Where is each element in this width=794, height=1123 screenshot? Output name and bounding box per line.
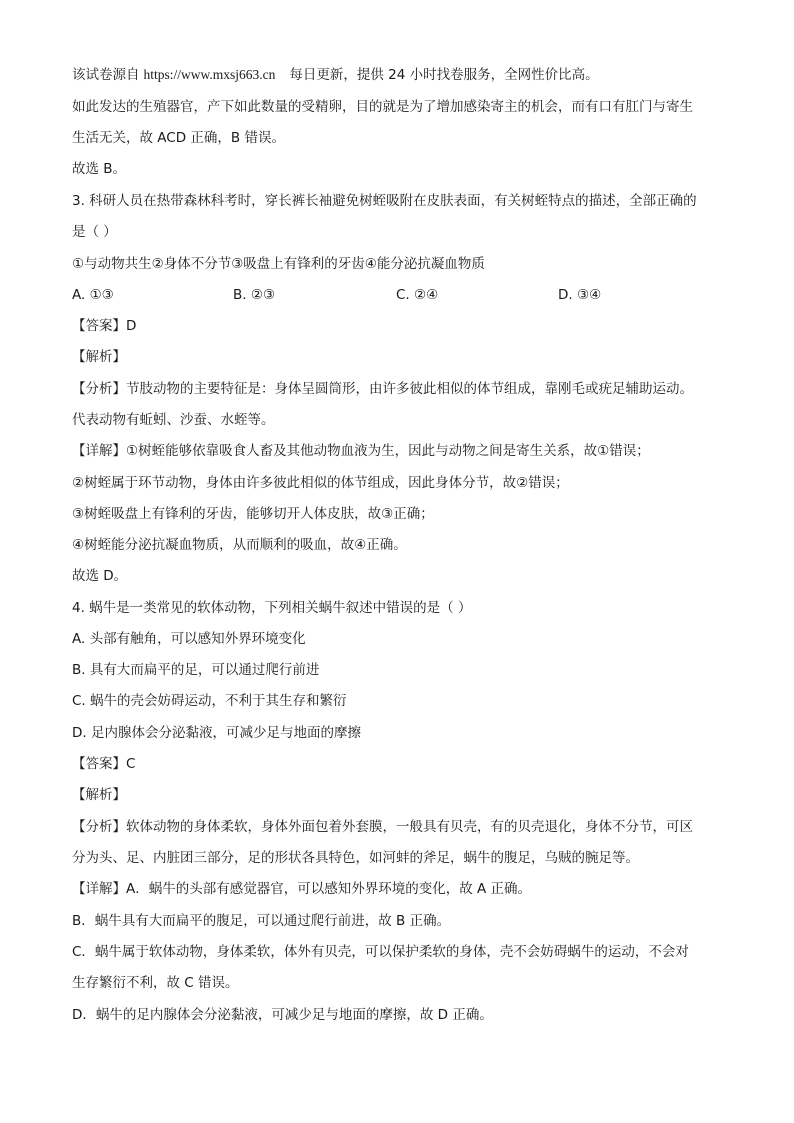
q3-items: ①与动物共生②身体不分节③吸盘上有锋利的牙齿④能分泌抗凝血物质 bbox=[72, 256, 485, 272]
q3-stem-line-1: 3. 科研人员在热带森林科考时，穿长裤长袖避免树蛭吸附在皮肤表面，有关树蛭特点的描述，全部正确的 bbox=[72, 193, 697, 209]
q4-option-b: B. 具有大而扁平的足，可以通过爬行前进 bbox=[72, 662, 320, 678]
q3-detail-line-2: ②树蛭属于环节动物，身体由许多彼此相似的体节组成，因此身体分节，故②错误； bbox=[72, 475, 569, 491]
source-header bbox=[72, 66, 599, 84]
q3-detail-line-1: 【详解】①树蛭能够依靠吸食人畜及其他动物血液为生，因此与动物之间是寄生关系，故①错误； bbox=[72, 443, 650, 459]
q4-stem: 4. 蜗牛是一类常见的软体动物，下列相关蜗牛叙述中错误的是（ ） bbox=[72, 600, 472, 616]
q4-option-c: C. 蜗牛的壳会妨碍运动，不利于其生存和繁衍 bbox=[72, 693, 347, 709]
header-source-label: 该试卷源自 bbox=[72, 67, 140, 83]
q3-option-d: D. ③④ bbox=[558, 287, 602, 303]
q3-detail-line-3: ③树蛭吸盘上有锋利的牙齿，能够切开人体皮肤，故③正确； bbox=[72, 506, 434, 522]
header-url[interactable]: https://www.mxsj663.cn bbox=[143, 67, 276, 82]
q4-detail-d: D．蜗牛的足内腺体会分泌黏液，可减少足与地面的摩擦，故 D 正确。 bbox=[72, 1007, 493, 1023]
header-note: 每日更新，提供 24 小时找卷服务，全网性价比高。 bbox=[289, 67, 599, 83]
q3-fenxi-line-1: 【分析】节肢动物的主要特征是：身体呈圆筒形，由许多彼此相似的体节组成，靠刚毛或疣足辅助运动。 bbox=[72, 381, 693, 397]
q4-analysis-title: 【解析】 bbox=[72, 787, 126, 803]
q4-fenxi-line-1: 【分析】软体动物的身体柔软，身体外面包着外套膜，一般具有贝壳，有的贝壳退化，身体不分节，可区 bbox=[72, 819, 693, 835]
q3-choose: 故选 D。 bbox=[72, 568, 128, 584]
q3-option-b: B. ②③ bbox=[233, 287, 276, 303]
q4-detail-a: 【详解】A．蜗牛的头部有感觉器官，可以感知外界环境的变化，故 A 正确。 bbox=[72, 881, 532, 897]
q2-choose: 故选 B。 bbox=[72, 161, 127, 177]
q3-detail-line-4: ④树蛭能分泌抗凝血物质，从而顺利的吸血，故④正确。 bbox=[72, 537, 407, 553]
q3-option-a: A. ①③ bbox=[72, 287, 114, 303]
q3-answer: 【答案】D bbox=[72, 318, 137, 334]
q4-option-d: D. 足内腺体会分泌黏液，可减少足与地面的摩擦 bbox=[72, 725, 361, 741]
q4-fenxi-line-2: 分为头、足、内脏团三部分，足的形状各具特色，如河蚌的斧足，蜗牛的腹足，乌贼的腕足等。 bbox=[72, 850, 639, 866]
q3-analysis-title: 【解析】 bbox=[72, 349, 126, 365]
q3-stem-line-2: 是（ ） bbox=[72, 224, 117, 240]
q4-detail-c-line-2: 生存繁衍不利，故 C 错误。 bbox=[72, 975, 239, 991]
q4-detail-b: B．蜗牛具有大而扁平的腹足，可以通过爬行前进，故 B 正确。 bbox=[72, 913, 451, 929]
q3-fenxi-line-2: 代表动物有蚯蚓、沙蚕、水蛭等。 bbox=[72, 412, 275, 428]
q4-answer: 【答案】C bbox=[72, 756, 136, 772]
q2-tail-line-1: 如此发达的生殖器官，产下如此数量的受精卵，目的就是为了增加感染寄主的机会，而有口有肛门与寄生 bbox=[72, 99, 693, 115]
q2-tail-line-2: 生活无关，故 ACD 正确，B 错误。 bbox=[72, 130, 285, 146]
q4-option-a: A. 头部有触角，可以感知外界环境变化 bbox=[72, 631, 306, 647]
q3-option-c: C. ②④ bbox=[396, 287, 439, 303]
q4-detail-c-line-1: C．蜗牛属于软体动物，身体柔软，体外有贝壳，可以保护柔软的身体，壳不会妨碍蜗牛的运动，不会对 bbox=[72, 944, 689, 960]
